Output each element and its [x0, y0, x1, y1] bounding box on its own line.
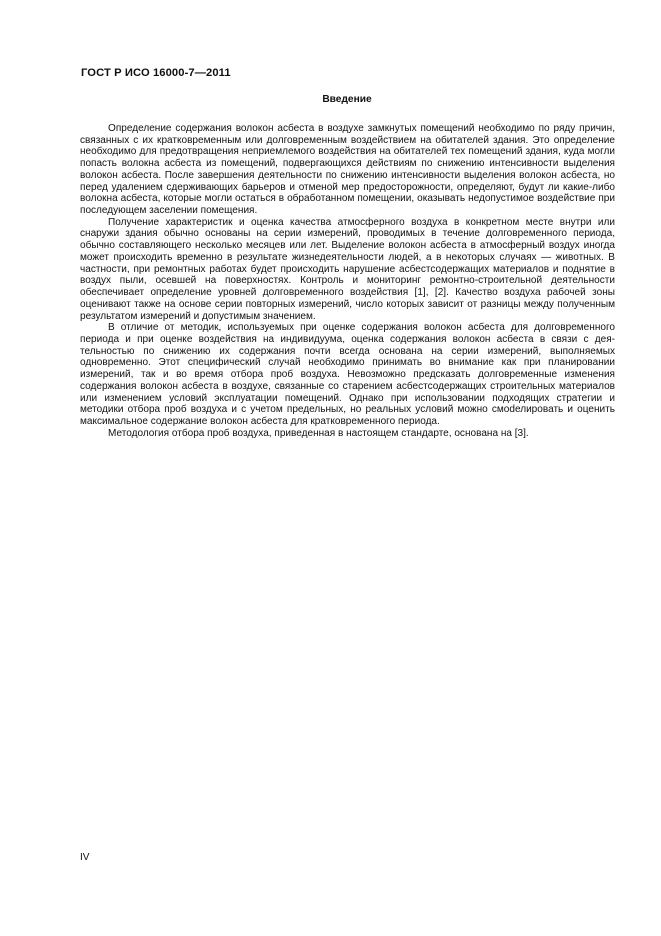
paragraph: В отличие от методик, используемых при оценке содержания волокон асбеста для долговременного периода и при оценке воздействия на индивидуума, оценка содержания волокон асбеста в связи с деятельностью по снижению их содержания почти всегда основана на серии измерений, выполняемых одновременно. Этот специфический случай необходимо принимать во внимание как при планировании измерений, так и во время отбора проб воздуха. Невозможно предсказать долговременные изменения содержания волокон асбеста в воздухе, связанные со старением асбестсодержащих строительных материалов или изменением условий эксплуатации помещений. Однако при использовании подходящих стратегии и методики отбора проб воздуха и с учетом предельных, но реальных условий можно смоdелировать и оценить максимальное содержание волокон асбеста для кратковременного периода.: [80, 322, 615, 427]
body-text: [80, 123, 615, 439]
page-number: IV: [80, 852, 90, 863]
paragraph: Определение содержания волокон асбеста в воздухе замкнутых помещений необходимо по ряду причин, связанных с их кратковременным или долговременным воздействием на обитателей здания. Это определение необходимо для предотвращения неприемлемого воздействия на обитателей тех помещений здания, куда могли попасть волокна асбеста из помещений, подвергающихся действиям по снижению интенсивности выделения волокон асбеста. После завершения деятельности по снижению интенсивности выделения волокон асбеста, но перед удалением сдерживающих барьеров и отменой мер предосторожности, определяют, будут ли какие-либо волокна асбеста, которые могли остаться в обработанном помещении, оказывать недопустимое воздействие при последующем заселении помещения.: [80, 123, 615, 217]
section-title: Введение: [322, 94, 372, 105]
document-header: ГОСТ Р ИСО 16000-7—2011: [81, 67, 231, 79]
paragraph: Получение характеристик и оценка качества атмосферного воздуха в конкретном месте внутри или снаружи здания обычно основаны на серии измерений, проводимых в течение долговременного периода, обычно составляющего несколько месяцев или лет. Выделение волокон асбеста в атмосферный воздух иногда может происходить временно в результате жизнедеятельности людей, а в некоторых случаях — животных. В частности, при ремонтных работах будет происходить нарушение асбестсодержащих материалов и поднятие в воздух пыли, осевшей на поверхностях. Контроль и мониторинг ремонтно-строительной деятельности обеспечивает определение уровней долговременного воздействия [1], [2]. Качество воздуха рабочей зоны оценивают также на основе серии повторных измерений, число которых зависит от разницы между полученным результатом измерений и допустимым значением.: [80, 216, 615, 322]
paragraph: Методология отбора проб воздуха, приведенная в настоящем стандарте, основана на [3].: [108, 427, 529, 439]
